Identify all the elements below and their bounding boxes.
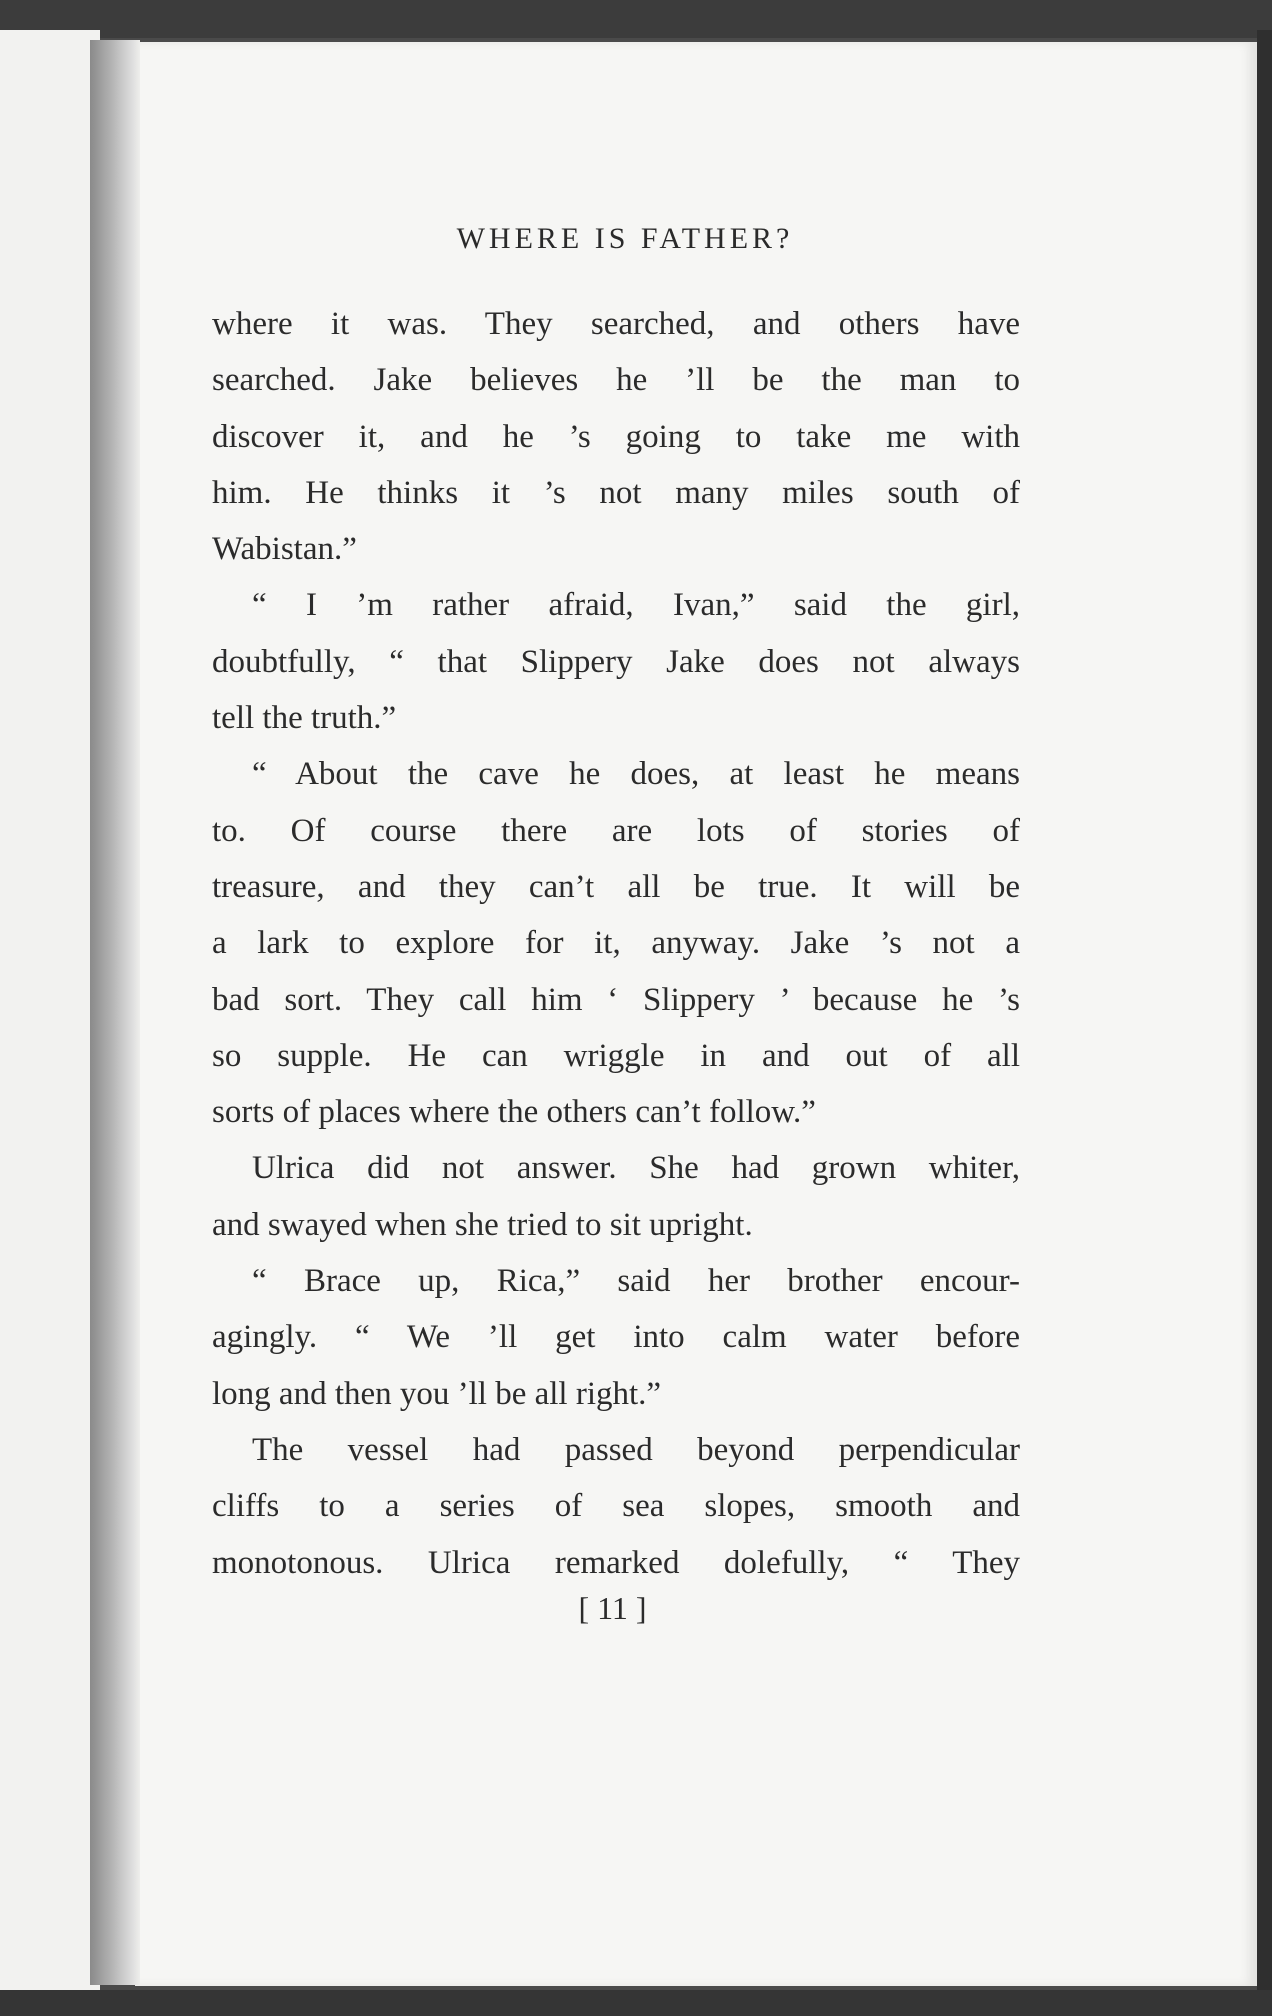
text-line: and swayed when she tried to sit upright. — [212, 1206, 753, 1243]
text-line: “ I ’m rather afraid, Ivan,” said the girl, — [252, 587, 1020, 624]
text-line: bad sort. They call him ‘ Slippery ’ because he ’s — [212, 981, 1020, 1018]
text-line: long and then you ’ll be all right.” — [212, 1375, 662, 1412]
text-line: discover it, and he ’s going to take me with — [212, 418, 1020, 455]
scan-border-top — [0, 0, 1272, 38]
text-line: The vessel had passed beyond perpendicular — [252, 1431, 1020, 1468]
text-line: tell the truth.” — [212, 700, 397, 737]
text-line: agingly. “ We ’ll get into calm water before — [212, 1319, 1020, 1356]
text-line: cliffs to a series of sea slopes, smooth and — [212, 1488, 1020, 1525]
body-text — [212, 296, 1020, 1591]
scan-border-bottom — [0, 1990, 1272, 2016]
text-line: a lark to explore for it, anyway. Jake ’s not a — [212, 925, 1020, 962]
text-line: to. Of course there are lots of stories of — [212, 812, 1020, 849]
text-line: Ulrica did not answer. She had grown whiter, — [252, 1150, 1020, 1187]
text-line: sorts of places where the others can’t follow.” — [212, 1094, 816, 1131]
scan-border-right — [1257, 30, 1272, 1995]
book-gutter — [90, 40, 140, 1985]
text-line: monotonous. Ulrica remarked dolefully, “ They — [212, 1544, 1020, 1581]
running-head: WHERE IS FATHER? — [456, 222, 794, 255]
text-line: searched. Jake believes he ’ll be the man to — [212, 362, 1020, 399]
text-line: treasure, and they can’t all be true. It will be — [212, 868, 1020, 905]
text-line: so supple. He can wriggle in and out of all — [212, 1037, 1020, 1074]
text-line: him. He thinks it ’s not many miles south of — [212, 474, 1020, 511]
page-number: [ 11 ] — [578, 1590, 647, 1626]
text-line: “ About the cave he does, at least he means — [252, 756, 1020, 793]
text-line: where it was. They searched, and others have — [212, 306, 1020, 342]
text-line: Wabistan.” — [212, 531, 357, 568]
text-line: doubtfully, “ that Slippery Jake does not always — [212, 643, 1020, 680]
facing-page-edge — [0, 30, 100, 1990]
text-line: “ Brace up, Rica,” said her brother encour- — [252, 1263, 1020, 1300]
